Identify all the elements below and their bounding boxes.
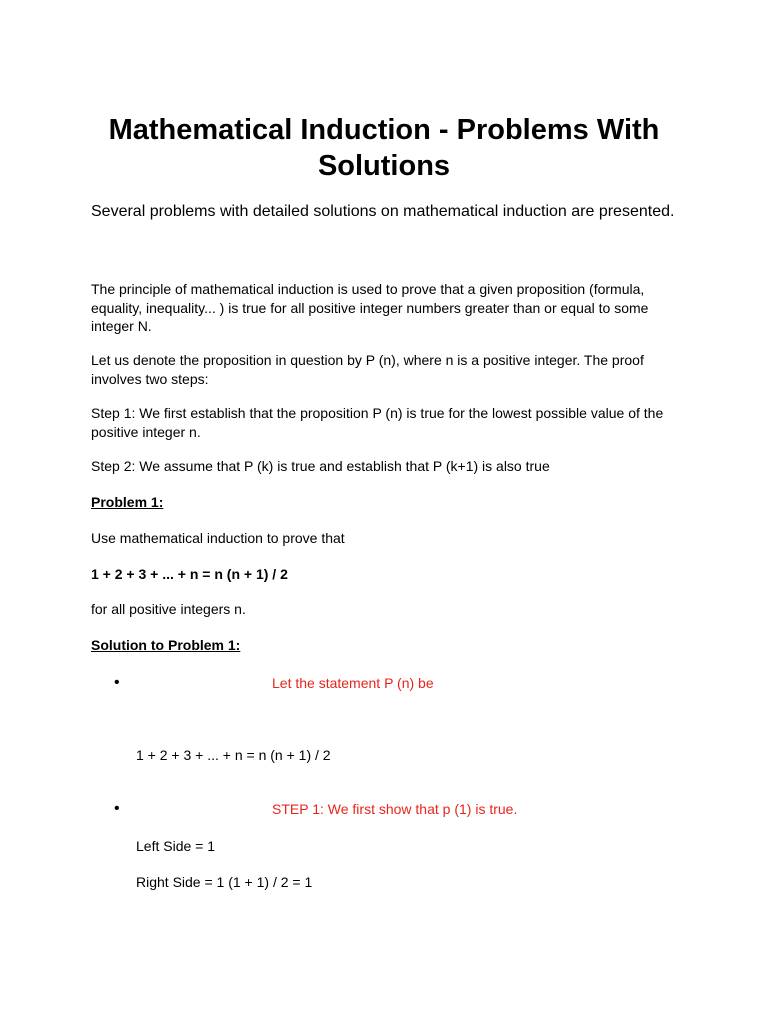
problem1-prompt: Use mathematical induction to prove that — [91, 530, 345, 546]
step2-paragraph: Step 2: We assume that P (k) is true and establish that P (k+1) is also true — [91, 458, 550, 474]
left-side-line: Left Side = 1 — [136, 838, 216, 854]
denote-paragraph: Let us denote the proposition in question by P (n), where n is a positive integer. The proof involves two steps: — [91, 352, 644, 387]
problem1-heading: Problem 1: — [91, 494, 164, 510]
solution1-heading: Solution to Problem 1: — [91, 637, 241, 653]
right-side-line: Right Side = 1 (1 + 1) / 2 = 1 — [136, 874, 313, 890]
problem1-condition: for all positive integers n. — [91, 601, 246, 617]
problem1-formula: 1 + 2 + 3 + ... + n = n (n + 1) / 2 — [91, 566, 288, 582]
bullet-marker: • — [114, 800, 120, 817]
bullet1-text: Let the statement P (n) be — [272, 675, 434, 691]
bullet2-text: STEP 1: We first show that p (1) is true. — [272, 801, 518, 817]
bullet-marker: • — [114, 674, 120, 691]
step1-paragraph: Step 1: We first establish that the proposition P (n) is true for the lowest possible value of the positive integer n. — [91, 405, 664, 440]
page-subtitle: Several problems with detailed solutions on mathematical induction are presented. — [91, 203, 675, 220]
page-title: Mathematical Induction - Problems With Solutions — [108, 114, 660, 182]
statement-formula: 1 + 2 + 3 + ... + n = n (n + 1) / 2 — [136, 747, 331, 763]
intro-paragraph: The principle of mathematical induction is used to prove that a given proposition (formula, equality, inequality... ) is true for all positive integer numbers greater than or equal to some integer N. — [91, 281, 649, 334]
